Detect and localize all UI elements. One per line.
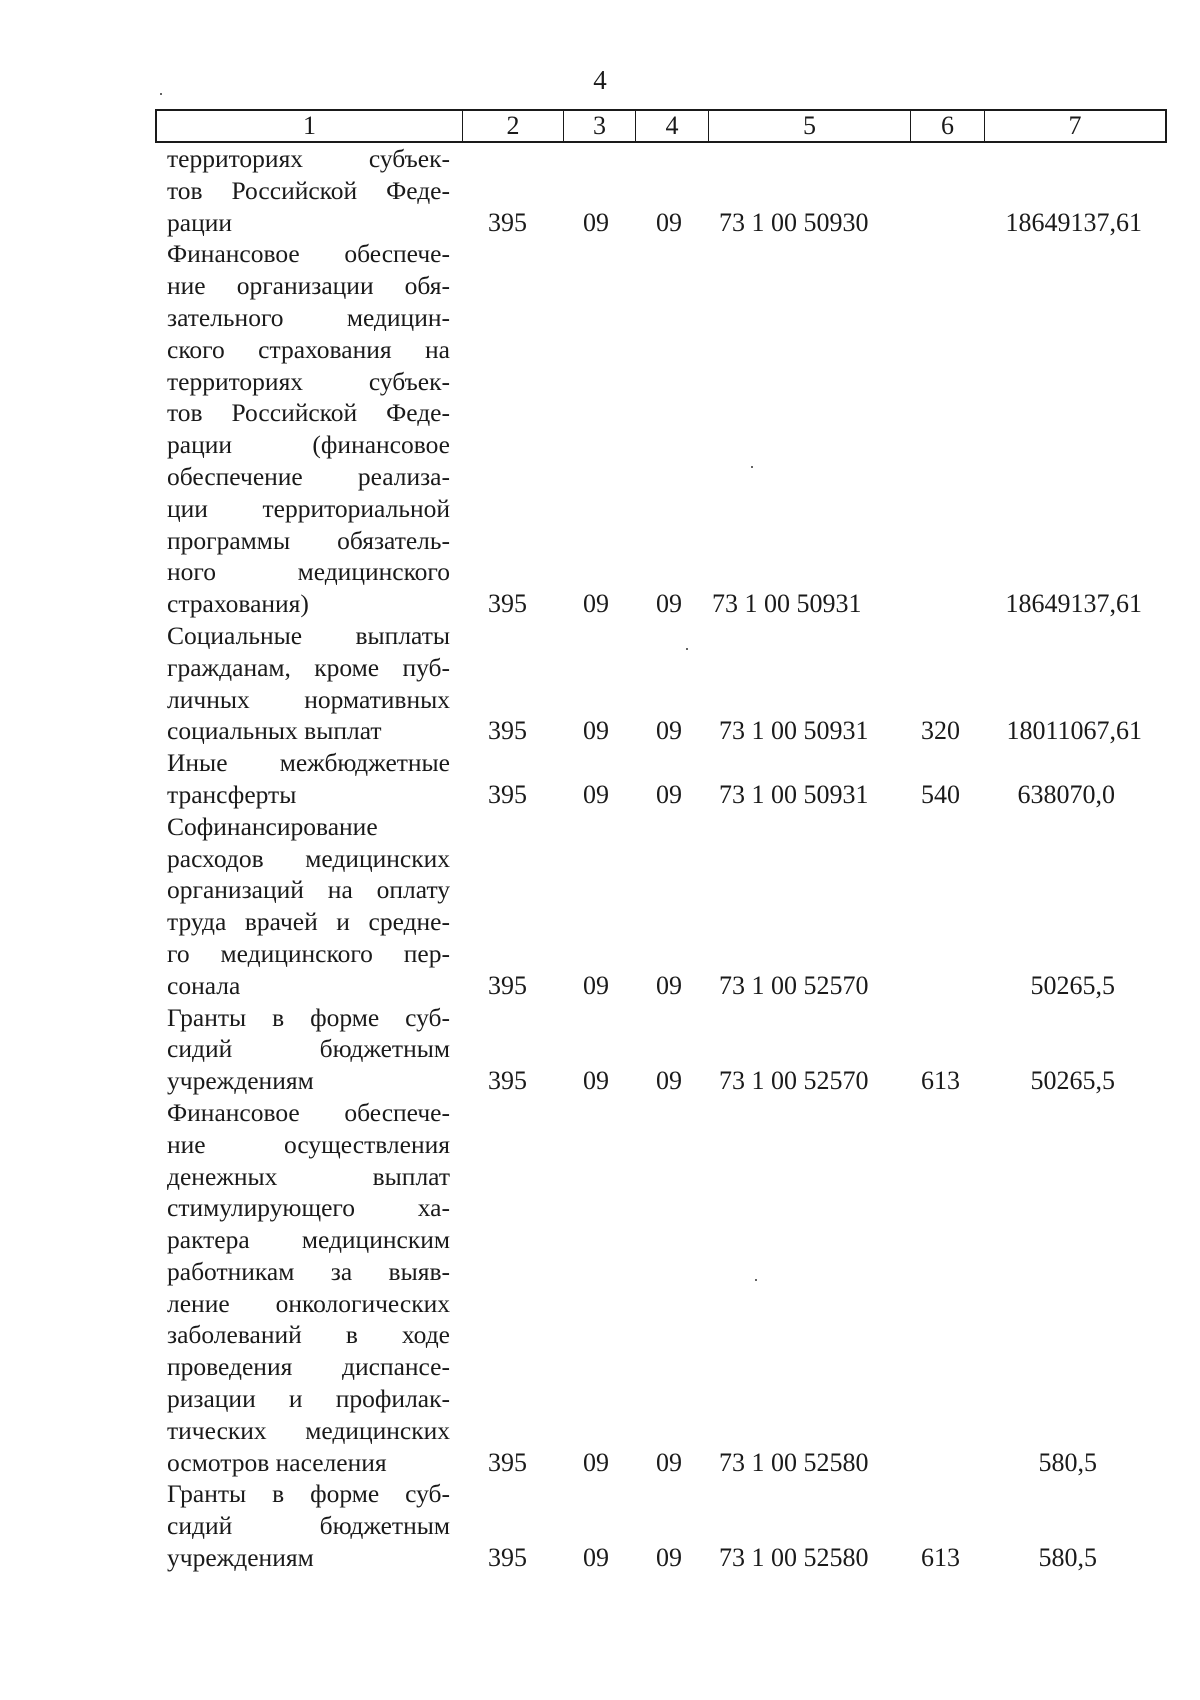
expense-type-code: 540 bbox=[921, 779, 960, 809]
row-codes bbox=[0, 779, 1200, 811]
subsection-code: 09 bbox=[656, 1447, 682, 1477]
table-row bbox=[0, 747, 1200, 811]
description-line: ние осуществления bbox=[167, 1129, 450, 1159]
description-line: заболеваний в ходе bbox=[167, 1320, 450, 1350]
description-line: Гранты в форме суб- bbox=[167, 1002, 450, 1032]
target-article-code: 73 1 00 50931 bbox=[719, 779, 869, 809]
header-col-5: 5 bbox=[709, 111, 911, 141]
description-line: Финансовое обеспече- bbox=[167, 1097, 450, 1127]
section-code: 09 bbox=[583, 1066, 609, 1096]
description-line: ции территориальной bbox=[167, 493, 450, 523]
target-article-code: 73 1 00 52580 bbox=[719, 1447, 869, 1477]
section-code: 09 bbox=[583, 207, 609, 237]
table-body bbox=[0, 143, 1200, 1574]
section-code: 09 bbox=[583, 716, 609, 746]
description-line: труда врачей и средне- bbox=[167, 907, 450, 937]
ministry-code: 395 bbox=[488, 716, 527, 746]
table-row bbox=[0, 143, 1200, 238]
subsection-code: 09 bbox=[656, 1543, 682, 1573]
row-codes bbox=[0, 588, 1200, 620]
amount: 580,5 bbox=[1038, 1543, 1097, 1573]
row-codes bbox=[0, 970, 1200, 1002]
table-row bbox=[0, 1002, 1200, 1097]
target-article-code: 73 1 00 50930 bbox=[719, 207, 869, 237]
description-line: рации bbox=[167, 207, 233, 237]
description-line: сидий бюджетным bbox=[167, 1034, 450, 1064]
target-article-code: 73 1 00 52570 bbox=[719, 970, 869, 1000]
target-article-code: 73 1 00 52580 bbox=[719, 1543, 869, 1573]
description-line: ление онкологических bbox=[167, 1288, 450, 1318]
subsection-code: 09 bbox=[656, 589, 682, 619]
description-line: учреждениям bbox=[167, 1066, 314, 1096]
description-line: рации (финансовое bbox=[167, 430, 450, 460]
subsection-code: 09 bbox=[656, 970, 682, 1000]
expense-type-code: 613 bbox=[921, 1543, 960, 1573]
ministry-code: 395 bbox=[488, 207, 527, 237]
target-article-code: 73 1 00 50931 bbox=[719, 716, 869, 746]
description-line: Софинансирование bbox=[167, 811, 378, 841]
expense-type-code: 613 bbox=[921, 1066, 960, 1096]
description-line: территориях субъек- bbox=[167, 144, 450, 173]
scan-speck bbox=[755, 1279, 757, 1281]
header-col-7: 7 bbox=[1068, 111, 1082, 140]
header-col-2: 2 bbox=[463, 111, 564, 141]
ministry-code: 395 bbox=[488, 779, 527, 809]
header-col-6: 6 bbox=[911, 111, 985, 141]
description-line: стимулирующего ха- bbox=[167, 1193, 450, 1223]
header-col-4: 4 bbox=[636, 111, 709, 141]
row-description bbox=[167, 238, 450, 620]
table-row bbox=[0, 811, 1200, 1002]
description-line: территориях субъек- bbox=[167, 366, 450, 396]
amount: 18649137,61 bbox=[1005, 589, 1142, 619]
ministry-code: 395 bbox=[488, 970, 527, 1000]
ministry-code: 395 bbox=[488, 1543, 527, 1573]
row-codes bbox=[0, 1542, 1200, 1574]
section-code: 09 bbox=[583, 589, 609, 619]
ministry-code: 395 bbox=[488, 1066, 527, 1096]
expense-type-code: 320 bbox=[921, 716, 960, 746]
section-code: 09 bbox=[583, 1543, 609, 1573]
table-row bbox=[0, 238, 1200, 620]
description-line: программы обязатель- bbox=[167, 525, 450, 555]
section-code: 09 bbox=[583, 779, 609, 809]
description-line: учреждениям bbox=[167, 1543, 314, 1573]
scan-speck bbox=[751, 466, 753, 468]
description-line: Гранты в форме суб- bbox=[167, 1479, 450, 1509]
description-line: сидий бюджетным bbox=[167, 1511, 450, 1541]
row-codes bbox=[0, 1447, 1200, 1479]
section-code: 09 bbox=[583, 1447, 609, 1477]
subsection-code: 09 bbox=[656, 1066, 682, 1096]
amount: 580,5 bbox=[1038, 1447, 1097, 1477]
table-row bbox=[0, 1097, 1200, 1479]
description-line: ние организации обя- bbox=[167, 271, 450, 301]
amount: 638070,0 bbox=[1017, 779, 1115, 809]
description-line: расходов медицинских bbox=[167, 843, 450, 873]
description-line: зательного медицин- bbox=[167, 302, 450, 332]
description-line: личных нормативных bbox=[167, 684, 450, 714]
amount: 18649137,61 bbox=[1005, 207, 1142, 237]
description-line: тов Российской Феде- bbox=[167, 398, 450, 428]
description-line: обеспечение реализа- bbox=[167, 461, 450, 491]
amount: 50265,5 bbox=[1030, 1066, 1115, 1096]
description-line: работникам за выяв- bbox=[167, 1256, 450, 1286]
description-line: страхования) bbox=[167, 589, 309, 619]
section-code: 09 bbox=[583, 970, 609, 1000]
description-line: Иные межбюджетные bbox=[167, 748, 450, 778]
row-description bbox=[167, 1097, 450, 1479]
description-line: тов Российской Феде- bbox=[167, 175, 450, 205]
amount: 18011067,61 bbox=[1006, 716, 1142, 746]
subsection-code: 09 bbox=[656, 779, 682, 809]
target-article-code: 73 1 00 50931 bbox=[712, 589, 862, 619]
row-codes bbox=[0, 207, 1200, 239]
description-line: го медицинского пер- bbox=[167, 938, 450, 968]
page-number: 4 bbox=[593, 65, 607, 95]
description-line: Социальные выплаты bbox=[167, 620, 450, 650]
table-row bbox=[0, 620, 1200, 747]
description-line: трансферты bbox=[167, 779, 297, 809]
ministry-code: 395 bbox=[488, 1447, 527, 1477]
row-codes bbox=[0, 715, 1200, 747]
header-col-1: 1 bbox=[157, 111, 463, 141]
scan-speck bbox=[686, 648, 688, 650]
description-line: рактера медицинским bbox=[167, 1225, 450, 1255]
description-line: проведения диспансе- bbox=[167, 1352, 450, 1382]
subsection-code: 09 bbox=[656, 716, 682, 746]
description-line: Финансовое обеспече- bbox=[167, 239, 450, 269]
description-line: ного медицинского bbox=[167, 557, 450, 587]
row-codes bbox=[0, 1065, 1200, 1097]
amount: 50265,5 bbox=[1030, 970, 1115, 1000]
table-header bbox=[155, 109, 1167, 143]
header-col-3: 3 bbox=[564, 111, 636, 141]
description-line: ризации и профилак- bbox=[167, 1384, 450, 1414]
description-line: тических медицинских bbox=[167, 1415, 450, 1445]
description-line: осмотров населения bbox=[167, 1447, 387, 1477]
description-line: сонала bbox=[167, 970, 241, 1000]
description-line: ского страхования на bbox=[167, 334, 450, 364]
description-line: денежных выплат bbox=[167, 1161, 450, 1191]
description-line: организаций на оплату bbox=[167, 875, 450, 905]
target-article-code: 73 1 00 52570 bbox=[719, 1066, 869, 1096]
table-row bbox=[0, 1478, 1200, 1573]
ministry-code: 395 bbox=[488, 589, 527, 619]
description-line: социальных выплат bbox=[167, 716, 382, 746]
description-line: гражданам, кроме пуб- bbox=[167, 652, 450, 682]
subsection-code: 09 bbox=[656, 207, 682, 237]
scan-speck bbox=[160, 93, 162, 95]
